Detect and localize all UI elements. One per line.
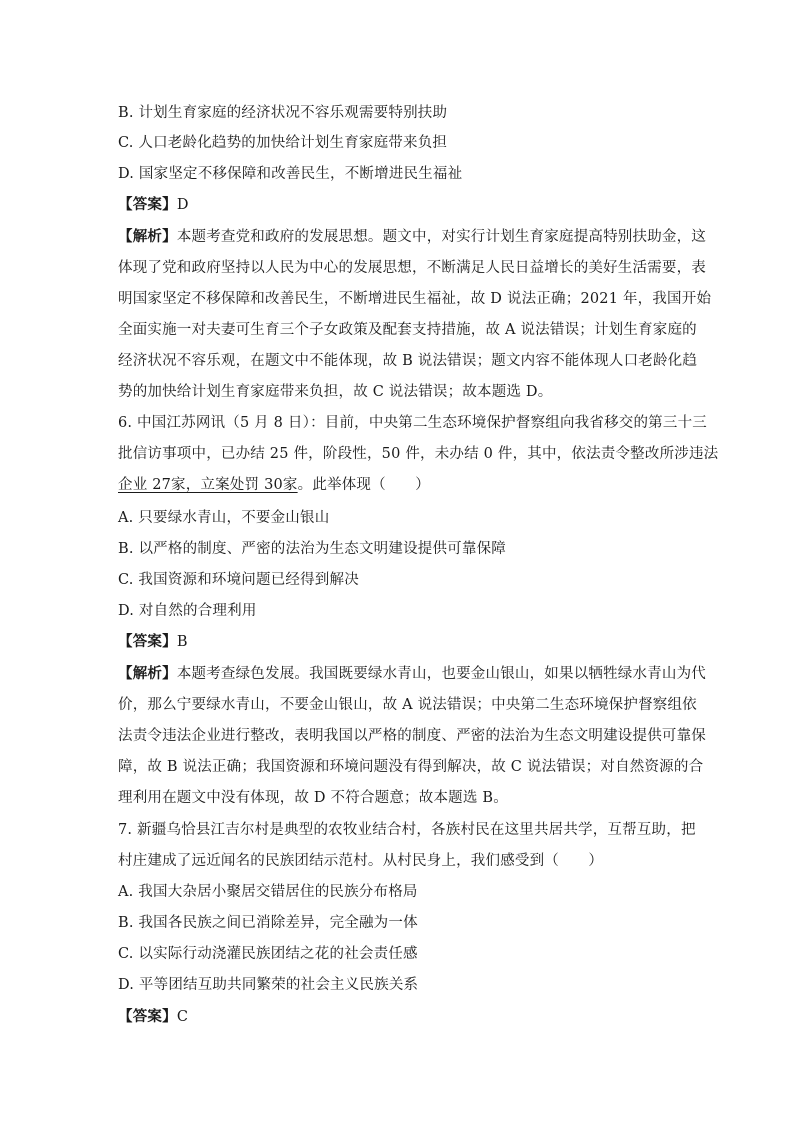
q5-answer <box>118 195 678 215</box>
q6-option-c: C. 我国资源和环境问题已经得到解决 <box>118 572 359 588</box>
q7-stem-line: 村庄建成了远近闻名的民族团结示范村。从村民身上，我们感受到（ ） <box>118 853 604 869</box>
q7-option-b: B. 我国各民族之间已消除差异，完全融为一体 <box>118 915 418 931</box>
q5-option-b: B. 计划生育家庭的经济状况不容乐观需要特别扶助 <box>118 105 448 121</box>
answer-value: C <box>176 1009 189 1025</box>
q6-stem-line: 批信访事项中，已办结 25 件，阶段性，50 件，未办结 0 件，其中，依法责令整改所涉违法 <box>118 446 719 462</box>
answer-label: 【答案】 <box>118 196 177 213</box>
q7-option-c: C. 以实际行动浇灌民族团结之花的社会责任感 <box>118 946 418 962</box>
q6-option-a: A. 只要绿水青山，不要金山银山 <box>118 510 330 526</box>
q5-option-c: C. 人口老龄化趋势的加快给计划生育家庭带来负担 <box>118 135 448 151</box>
q6-stem-line: 企业 27家，立案处罚 30家。此举体现（ ） <box>118 477 430 493</box>
q5-analysis-line: 经济状况不容乐观，在题文中不能体现，故 B 说法错误；题文内容不能体现人口老龄化趋 <box>118 353 698 369</box>
q5-analysis-line: 【解析】本题考查党和政府的发展思想。题文中，对实行计划生育家庭提高特别扶助金，这 <box>118 228 707 245</box>
q5-analysis-line: 体现了党和政府坚持以人民为中心的发展思想，不断满足人民日益增长的美好生活需要，表 <box>118 260 706 276</box>
q6-analysis-line: 障，故 B 说法正确；我国资源和环境问题没有得到解决，故 C 说法错误；对自然资源的合 <box>118 759 704 775</box>
answer-label: 【答案】 <box>118 1008 177 1025</box>
q7-option-a: A. 我国大杂居小聚居交错居住的民族分布格局 <box>118 884 418 900</box>
q6-answer <box>118 632 678 652</box>
q6-analysis-line: 价，那么宁要绿水青山，不要金山银山，故 A 说法错误；中央第二生态环境保护督察组依 <box>118 697 697 713</box>
q7-answer <box>118 1007 678 1027</box>
q5-option-d: D. 国家坚定不移保障和改善民生，不断增进民生福祉 <box>118 166 463 182</box>
q6-analysis-line: 法责令违法企业进行整改，表明我国以严格的制度、严密的法治为生态文明建设提供可靠保 <box>118 728 706 744</box>
q7-stem-line: 7. 新疆乌恰县江吉尔村是典型的农牧业结合村，各族村民在这里共居共学，互帮互助，把 <box>118 822 696 838</box>
analysis-label: 【解析】 <box>118 665 177 682</box>
answer-value: D <box>176 197 189 213</box>
q6-option-b: B. 以严格的制度、严密的法治为生态文明建设提供可靠保障 <box>118 541 506 557</box>
q6-stem-line: 6. 中国江苏网讯（5 月 8 日）：目前，中央第二生态环境保护督察组向我省移交的第三十三 <box>118 415 707 431</box>
underlined-phrase: 企业 27家，立案处罚 30家 <box>118 477 298 493</box>
q6-analysis-line: 理利用在题文中没有体现，故 D 不符合题意；故本题选 B。 <box>118 790 508 806</box>
q5-analysis-line: 势的加快给计划生育家庭带来负担，故 C 说法错误；故本题选 D。 <box>118 384 553 400</box>
q5-analysis-line: 全面实施一对夫妻可生育三个子女政策及配套支持措施，故 A 说法错误；计划生育家庭的 <box>118 322 697 338</box>
analysis-label: 【解析】 <box>118 228 177 245</box>
q7-option-d: D. 平等团结互助共同繁荣的社会主义民族关系 <box>118 977 419 993</box>
q5-analysis-line: 明国家坚定不移保障和改善民生，不断增进民生福祉，故 D 说法正确；2021 年，我国开始 <box>118 291 712 307</box>
q6-option-d: D. 对自然的合理利用 <box>118 603 257 619</box>
q6-analysis-line: 【解析】本题考查绿色发展。我国既要绿水青山，也要金山银山，如果以牺牲绿水青山为代 <box>118 665 707 682</box>
answer-label: 【答案】 <box>118 633 177 650</box>
answer-value: B <box>176 634 188 650</box>
